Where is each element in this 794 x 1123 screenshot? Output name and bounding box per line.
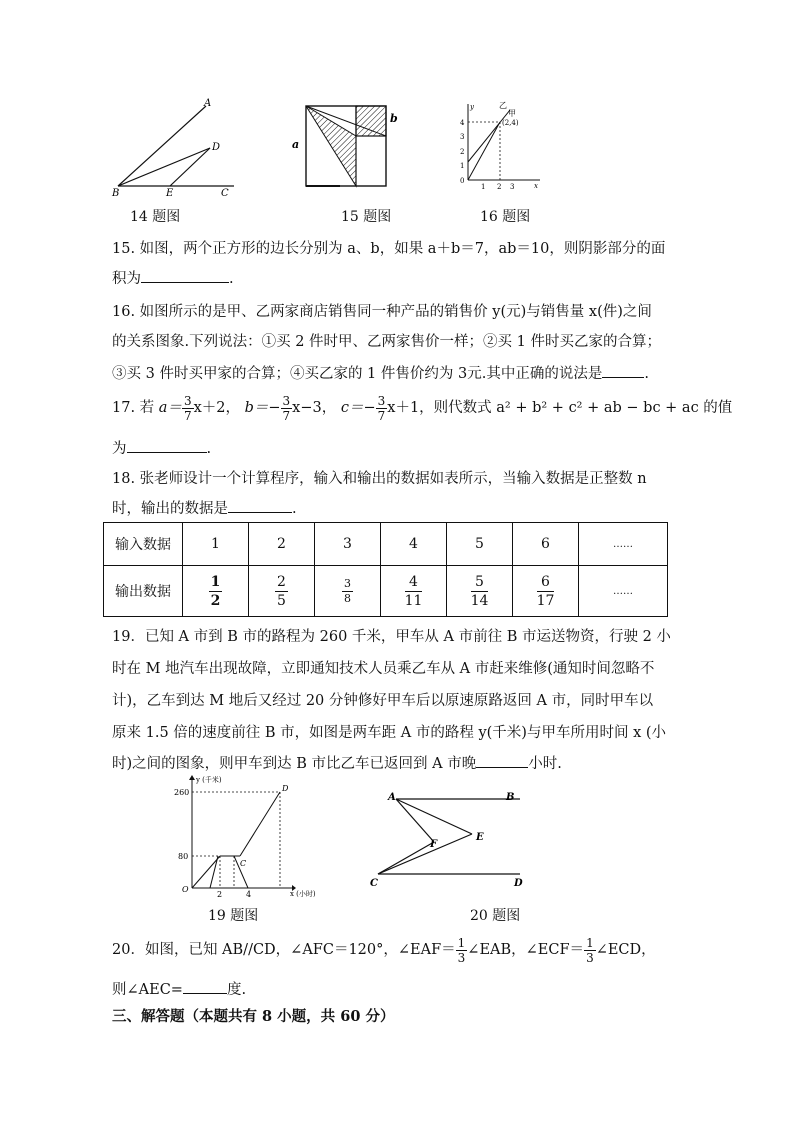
q17-line1: 17. 若 a＝ $\frac{3}{7}$ x＋2， b＝− $\frac{3}{7}$ x−3， c＝− $\frac{3}{7}$ x＋1，则代数式 a² + b² + c² + ab − bc + ac 的值 — [112, 393, 733, 423]
fig14-caption: 14 题图 — [130, 209, 181, 225]
fig20-label-f: F — [430, 839, 438, 850]
fig19-label-o: O — [182, 885, 189, 894]
q20-line2: 则∠AEC= 度. — [112, 978, 246, 999]
fig20-caption: 20 题图 — [470, 908, 521, 924]
q15-line2: 积为 . — [112, 267, 234, 288]
fig16-tick-y0: 0 — [460, 177, 465, 185]
fig16-label-x: x — [534, 182, 538, 190]
fig16-tick-x3: 3 — [510, 183, 515, 191]
fig19-label-t4: 4 — [246, 890, 252, 899]
output-cell: $\frac{2}{5}$ — [249, 566, 315, 617]
fig16-tick-y2: 2 — [460, 148, 465, 156]
figure-16 — [452, 100, 552, 195]
output-cell: $\frac{5}{14}$ — [447, 566, 513, 617]
input-label: 输入数据 — [104, 523, 183, 566]
fig16-tick-y1: 1 — [460, 162, 465, 170]
q18-line2: 时，输出的数据是 . — [112, 497, 297, 518]
q16-line1: 16. 如图所示的是甲、乙两家商店销售同一种产品的销售价 y(元)与销售量 x(件)之间 — [112, 304, 652, 320]
q16-line2: 的关系图象.下列说法：①买 2 件时甲、乙两家售价一样；②买 1 件时买乙家的合算； — [112, 334, 661, 350]
q16-line3: ③买 3 件时买甲家的合算；④买乙家的 1 件售价约为 3元.其中正确的说法是 . — [112, 362, 649, 383]
fig19-label-d: D — [282, 784, 289, 793]
output-label: 输出数据 — [104, 566, 183, 617]
q18-line1: 18. 张老师设计一个计算程序，输入和输出的数据如表所示，当输入数据是正整数 n — [112, 471, 647, 487]
q19-line1: 19．已知 A 市到 B 市的路程为 260 千米，甲车从 A 市前往 B 市运送物资，行驶 2 小 — [112, 629, 671, 645]
input-cell: 1 — [183, 523, 249, 566]
q15-line1: 15. 如图，两个正方形的边长分别为 a、b，如果 a＋b＝7，ab＝10，则阴影部分的面 — [112, 241, 666, 257]
fig19-caption: 19 题图 — [208, 908, 259, 924]
figure-14 — [108, 98, 248, 198]
figure-19 — [170, 774, 320, 902]
fig16-label-y: y — [470, 103, 474, 111]
input-cell: 6 — [513, 523, 579, 566]
q20-line1: 20．如图，已知 AB//CD，∠AFC＝120°，∠EAF＝ $\frac{1}{3}$ ∠EAB，∠ECF＝ $\frac{1}{3}$ ∠ECD， — [112, 935, 656, 965]
fig15-caption: 15 题图 — [341, 209, 392, 225]
fig20-label-b: B — [506, 792, 515, 803]
input-cell: 3 — [315, 523, 381, 566]
fig20-label-a: A — [388, 792, 396, 803]
fig20-label-d: D — [514, 878, 523, 889]
output-cell: $\frac{1}{2}$ — [183, 566, 249, 617]
q19-line5: 时)之间的图象，则甲车到达 B 市比乙车已返回到 A 市晚 小时. — [112, 752, 562, 773]
io-table — [103, 522, 668, 617]
table-row-output — [104, 566, 668, 617]
fig16-caption: 16 题图 — [480, 209, 531, 225]
q19-line4: 原来 1.5 倍的速度前往 B 市，如图是两车距 A 市的路程 y(千米)与甲车所用时间 x (小 — [112, 725, 667, 741]
fig16-tick-x2: 2 — [497, 183, 502, 191]
fig16-tick-y3: 3 — [460, 133, 465, 141]
output-cell-more: …… — [579, 566, 668, 617]
output-cell: $\frac{4}{11}$ — [381, 566, 447, 617]
q19-line2: 时在 M 地汽车出现故障，立即通知技术人员乘乙车从 A 市赶来维修(通知时间忽略不 — [112, 661, 655, 677]
fig16-label-jia: 甲 — [508, 109, 516, 118]
fig19-label-c: C — [240, 859, 247, 868]
fig14-label-a: A — [204, 98, 212, 109]
fig19-label-x: x (小时) — [290, 890, 316, 898]
fig14-label-b: B — [112, 188, 120, 198]
output-cell: $\frac{6}{17}$ — [513, 566, 579, 617]
fig15-label-a: a — [292, 138, 300, 151]
fig14-label-e: E — [166, 188, 174, 198]
table-row-input — [104, 523, 668, 566]
fig16-tick-y4: 4 — [460, 119, 465, 127]
fig19-label-y: y (千米) — [196, 776, 222, 784]
figure-15 — [290, 100, 410, 192]
fig19-label-t2: 2 — [217, 890, 223, 899]
figure-20 — [360, 786, 530, 896]
input-cell-more: …… — [579, 523, 668, 566]
input-cell: 4 — [381, 523, 447, 566]
input-cell: 2 — [249, 523, 315, 566]
fig15-label-b: b — [390, 112, 398, 125]
section-3-heading: 三、解答题（本题共有 8 小题，共 60 分） — [112, 1008, 395, 1025]
q19-line3: 计)，乙车到达 M 地后又经过 20 分钟修好甲车后以原速原路返回 A 市，同时甲车以 — [112, 693, 654, 709]
fig20-label-e: E — [476, 832, 484, 843]
fig16-label-yi: 乙 — [499, 101, 507, 110]
output-cell: $\frac{3}{8}$ — [315, 566, 381, 617]
fig14-label-d: D — [212, 142, 221, 153]
fig20-label-c: C — [370, 878, 378, 889]
input-cell: 5 — [447, 523, 513, 566]
q17-line2: 为 . — [112, 437, 211, 458]
fig14-label-c: C — [221, 188, 229, 198]
fig19-label-80: 80 — [178, 852, 189, 861]
fig19-label-260: 260 — [174, 788, 190, 797]
fig16-label-point: (2,4) — [502, 119, 519, 127]
fig16-tick-x1: 1 — [481, 183, 486, 191]
